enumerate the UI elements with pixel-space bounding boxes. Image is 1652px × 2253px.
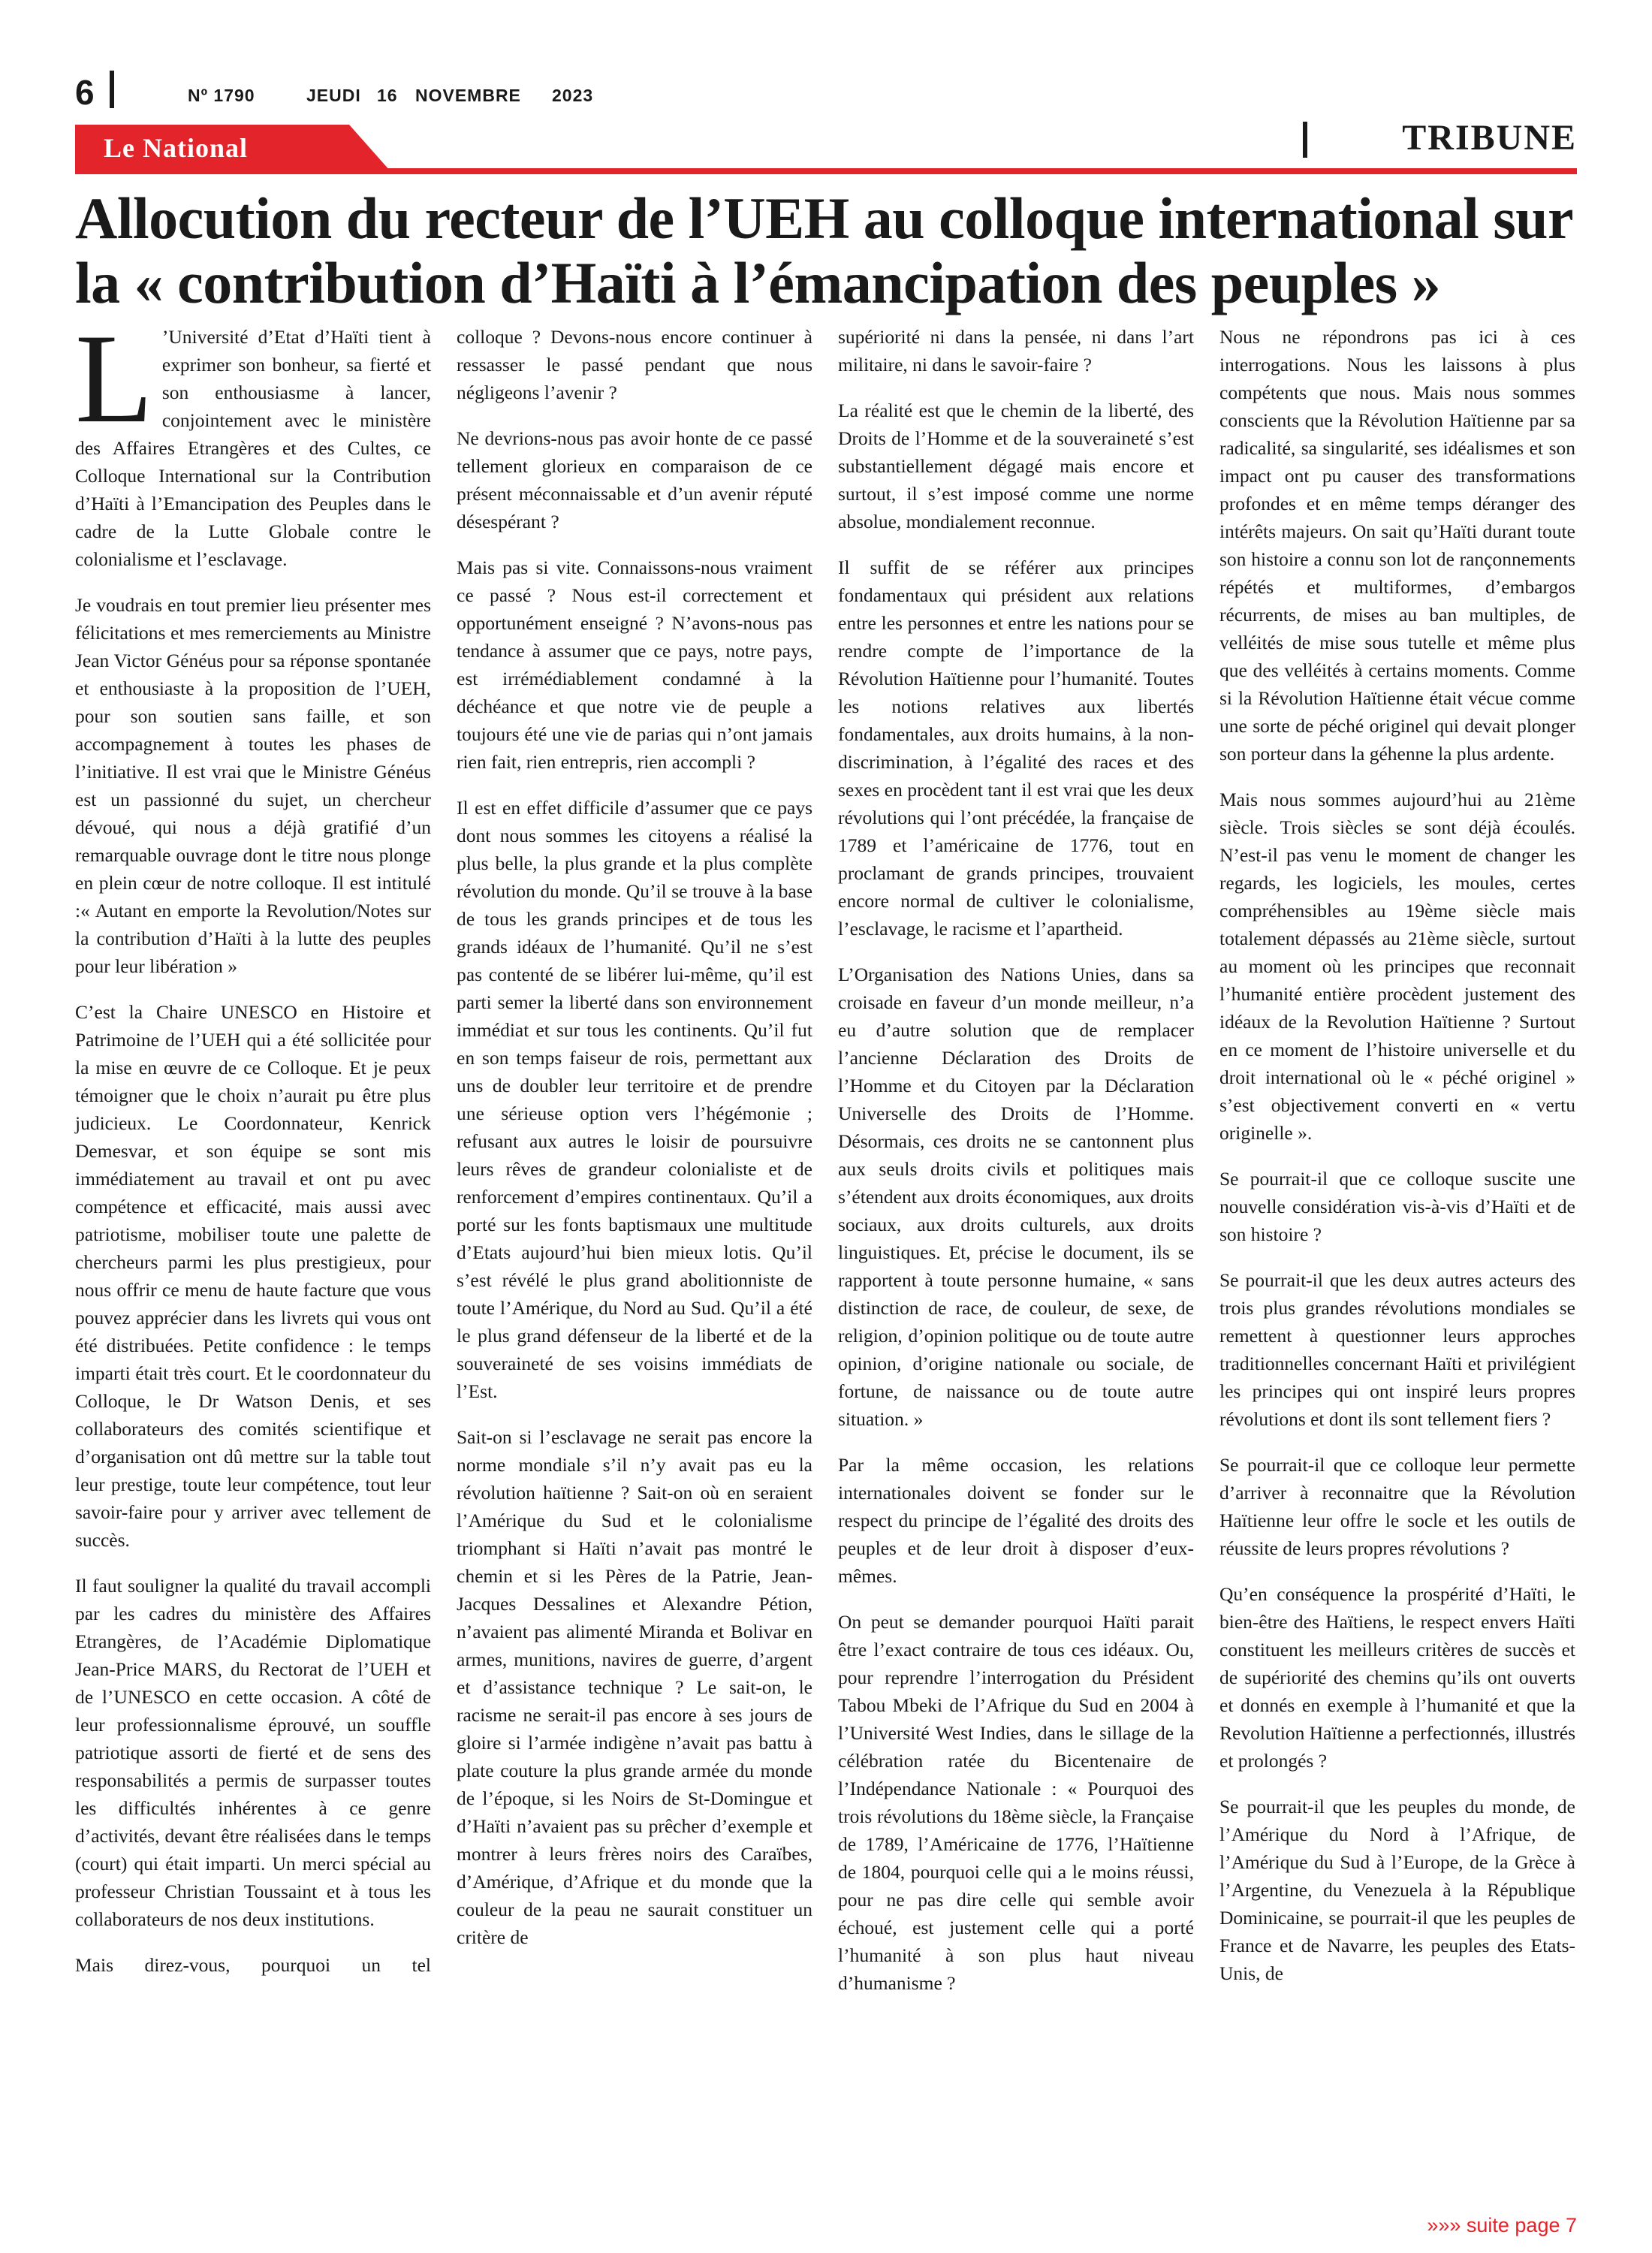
paragraph: Sait-on si l’esclavage ne serait pas encore la norme mondiale s’il n’y avait pas eu la révolution haïtienne ? Sait-on où en seraient l’Amérique du Sud et le colonialisme triomphant si Haïti n’avait pas montré le chemin et si les Pères de la Patrie, Jean-Jacques Dessalines et Alexandre Pétion, n’avaient pas alimenté Miranda et Bolivar en armes, munitions, navires de guerre, d’argent et d’assistance technique ? Le sait-on, le racisme ne serait-il pas encore à ses jours de gloire si l’armée indigène n’avait pas battu à plate couture la plus grande armée du monde de l’époque, si les Noirs de St-Domingue et d’Haïti n’avaient pas su prêcher d’exemple et montrer à leurs frères noirs des Caraïbes, d’Amérique, d’Afrique et du monde que la couleur de la peau ne saurait constituer un critère de xyxy=(457,1426,812,1948)
month: NOVEMBRE xyxy=(415,86,521,105)
paragraph: Se pourrait-il que les peuples du monde, de l’Amérique du Nord à l’Afrique, de l’Amérique du Sud à l’Europe, de la Grèce à l’Argentine, du Venezuela à la République Dominicaine, se pourrait-il que les peuples de France et de Navarre, les peuples des Etats-Unis, de xyxy=(1219,1796,1575,1984)
paragraph: supériorité ni dans la pensée, ni dans l’art militaire, ni dans le savoir-faire ? xyxy=(838,326,1194,376)
paragraph: Je voudrais en tout premier lieu présenter mes félicitations et mes remerciements au Ministre Jean Victor Généus pour sa réponse spontanée et enthousiaste à la proposition de l’UEH, pour son soutien sans faille, et son accompagnement à toutes les phases de l’initiative. Il est vrai que le Ministre Généus est un passionné du sujet, un chercheur dévoué, qui nous a déjà gratifié d’un remarquable ouvrage dont le titre nous plonge en plein cœur de notre colloque. Il est intitulé :« Autant en emporte la Revolution/Notes sur la contribution d’Haïti à la lutte des peuples pour leur libération » xyxy=(75,594,431,977)
paragraph: Qu’en conséquence la prospérité d’Haïti, le bien-être des Haïtiens, le respect envers Haïti constituent les meilleurs critères de succès et de supériorité des chemins qu’ils ont ouverts et donnés en exemple à l’humanité et que la Revolution Haïtienne a perfectionnés, illustrés et prolongés ? xyxy=(1219,1583,1575,1772)
paragraph: Par la même occasion, les relations internationales doivent se fonder sur le respect du principe de l’égalité des droits des peuples et de leur droit à disposer d’eux-mêmes. xyxy=(838,1454,1194,1587)
paragraph: colloque ? Devons-nous encore continuer à ressasser le passé pendant que nous négligeons l’avenir ? xyxy=(457,326,812,403)
paragraph: C’est la Chaire UNESCO en Histoire et Patrimoine de l’UEH qui a été sollicitée pour la mise en œuvre de ce Colloque. Et je peux témoigner que le choix n’aurait pu être plus judicieux. Le Coordonnateur, Kenrick Demesvar, et son équipe se sont mis immédiatement au travail et ont pu avec compétence et efficacité, mais aussi avec patriotisme, mobiliser toute une palette de chercheurs parmi les plus prestigieux, pour nous offrir ce menu de haute facture que vous pouvez apprécier dans les livrets qui vous ont été distribuées. Petite confidence : le temps imparti était très court. Et le coordonnateur du Colloque, le Dr Watson Denis, et ses collaborateurs des comités scientifique et d’organisation ont dû mettre sur la table tout leur prestige, toute leur compétence, tout leur savoir-faire pour y arriver avec tellement de succès. xyxy=(75,1001,431,1551)
article-column-4 xyxy=(1219,323,1575,2005)
issue-number: Nº 1790 xyxy=(188,86,255,105)
section-label: TRIBUNE xyxy=(1402,118,1577,158)
page-number: 6 xyxy=(75,73,95,112)
paragraph: Il suffit de se référer aux principes fondamentaux qui président aux relations entre les personnes et entre les nations pour se rendre compte de l’importance de la Révolution Haïtienne pour l’humanité. Toutes les notions relatives aux libertés fondamentales, aux droits humains, à la non-discrimination, à l’égalité des races et des sexes en procèdent tant il est vrai que les deux révolutions qui l’ont précédée, la française de 1789 et l’américaine de 1776, tout en proclamant de grands principes, trouvaient encore normal de cultiver le colonialisme, l’esclavage, le racisme et l’apartheid. xyxy=(838,556,1194,940)
paragraph: Se pourrait-il que ce colloque leur permette d’arriver à reconnaitre que la Révolution Haïtienne leur offre le socle et les outils de réussite de leurs propres révolutions ? xyxy=(1219,1454,1575,1559)
header-rule xyxy=(75,168,1577,174)
paragraph: Se pourrait-il que ce colloque suscite une nouvelle considération vis-à-vis d’Haïti et de son histoire ? xyxy=(1219,1168,1575,1245)
article-headline: Allocution du recteur de l’UEH au colloque international sur la « contribution d’Haïti à l’émancipation des peuples » xyxy=(75,185,1572,315)
paragraph: L’Organisation des Nations Unies, dans sa croisade en faveur d’un monde meilleur, n’a eu d’autre solution que de remplacer l’ancienne Déclaration des Droits de l’Homme et du Citoyen par la Déclaration Universelle des Droits de l’Homme. Désormais, ces droits ne se cantonnent plus aux seuls droits civils et politiques mais s’étendent aux droits économiques, aux droits sociaux, aux droits culturels, aux droits linguistiques. Et, précise le document, ils se rapportent à toute personne humaine, « sans distinction de race, de couleur, de sexe, de religion, d’opinion politique ou de toute autre opinion, d’origine nationale ou sociale, de fortune, de naissance ou de toute autre situation. » xyxy=(838,964,1194,1430)
date-day: 16 xyxy=(377,86,398,105)
year: 2023 xyxy=(552,86,594,105)
article-column-3 xyxy=(838,323,1194,2015)
paragraph: Il est en effet difficile d’assumer que ce pays dont nous sommes les citoyens a réalisé la plus belle, la plus grande et la plus complète révolution du monde. Qu’il se trouve à la base de tous les grands principes et de tous les grands idéaux de l’humanité. Qu’il ne s’est pas contenté de se libérer lui-même, qu’il est parti semer la liberté dans son environnement immédiat et sur tous les continents. Qu’il fut en son temps faiseur de rois, permettant aux uns de doubler leur territoire et de prendre une sérieuse option vers l’hégémonie ; refusant aux autres le loisir de poursuivre leurs rêves de grandeur colonialiste et de renforcement d’empires continentaux. Qu’il a porté sur les fonts baptismaux une multitude d’Etats aujourd’hui bien mieux lotis. Qu’il s’est révélé le plus grand abolitionniste de toute l’Amérique, du Nord au Sud. Qu’il a été le plus grand défenseur de la liberté et de la souveraineté de ses voisins immédiats de l’Est. xyxy=(457,797,812,1402)
section-divider xyxy=(1303,122,1307,158)
paragraph: Nous ne répondrons pas ici à ces interrogations. Nous les laissons à plus compétents que nous. Mais nous sommes conscients que la Révolution Haïtienne par sa radicalité, sa singularité, ses idéalismes et son impact ont pu causer des transformations profondes et en même temps déranger des intérêts majeurs. On sait qu’Haïti durant toute son histoire a connu son lot de rançonnements répétés et multiformes, d’embargos récurrents, de mises au ban multiples, de velléités de mise sous tutelle et même plus que des velléités à certains moments. Comme si la Révolution Haïtienne était vécue comme une sorte de péché originel qui devait plonger son porteur dans la géhenne la plus ardente. xyxy=(1219,326,1575,765)
paragraph: Mais nous sommes aujourd’hui au 21ème siècle. Trois siècles se sont déjà écoulés. N’est-il pas venu le moment de changer les regards, les logiciels, les moules, certes compréhensibles au 19ème siècle mais totalement dépassés au 21ème siècle, surtout au moment où les principes que reconnait l’humanité entière procèdent justement des idéaux de la Revolution Haïtienne ? Surtout en ce moment de l’histoire universelle et du droit international où le « péché originel » s’est objectivement converti en « vertu originelle ». xyxy=(1219,789,1575,1144)
weekday: JEUDI xyxy=(306,86,361,105)
brand-name: Le National xyxy=(104,133,249,163)
paragraph: Il faut souligner la qualité du travail accompli par les cadres du ministère des Affaires Etrangères, de l’Académie Diplomatique Jean-Price MARS, du Rectorat de l’UEH et de l’UNESCO en cette occasion. A côté de leur professionnalisme éprouvé, un souffle patriotique assorti de fierté et de sens des responsabilités a permis de surpasser toutes les difficultés inhérentes à ce genre d’activités, devant être réalisées dans le temps (court) qui était imparti. Un merci spécial au professeur Christian Toussaint et à tous les collaborateurs de nos deux institutions. xyxy=(75,1575,431,1930)
continued-link[interactable]: »»» suite page 7 xyxy=(1427,2214,1577,2236)
article-column-1 xyxy=(75,308,431,1997)
paragraph: La réalité est que le chemin de la liberté, des Droits de l’Homme et de la souveraineté s’est substantiellement dégagé mais encore et surtout, il s’est imposé comme une norme absolue, mondialement reconnue. xyxy=(838,400,1194,532)
article-column-2 xyxy=(457,323,812,1969)
paragraph: Mais direz-vous, pourquoi un tel xyxy=(75,1954,431,1976)
drop-cap: L xyxy=(75,308,153,449)
paragraph: Se pourrait-il que les deux autres acteurs des trois plus grandes révolutions mondiales se remettent à questionner leurs approches traditionnelles concernant Haïti et privilégient les principes qui ont inspiré leurs propres révolutions et dont ils sont tellement fiers ? xyxy=(1219,1269,1575,1430)
paragraph: Ne devrions-nous pas avoir honte de ce passé tellement glorieux en comparaison de ce présent méconnaissable et d’un avenir réputé désespérant ? xyxy=(457,427,812,532)
paragraph: Mais pas si vite. Connaissons-nous vraiment ce passé ? Nous est-il correctement et opportunément enseigné ? N’avons-nous pas tendance à assumer que ce pays, notre pays, est irrémédiablement condamné à la déchéance et que notre vie de peuple a toujours été une vie de parias qui n’ont jamais rien fait, rien entrepris, rien accompli ? xyxy=(457,556,812,773)
paragraph: On peut se demander pourquoi Haïti parait être l’exact contraire de tous ces idéaux. Ou, pour reprendre l’interrogation du Président Tabou Mbeki de l’Afrique du Sud en 2004 à l’Université West Indies, dans le sillage de la célébration ratée du Bicentenaire de l’Indépendance Nationale : « Pourquoi des trois révolutions du 18ème siècle, la Française de 1789, l’Américaine de 1776, l’Haïtienne de 1804, pourquoi celle qui a le moins réussi, pour ne pas dire celle qui semble avoir échoué, est justement celle qui a porté l’humanité à son plus haut niveau d’humanisme ? xyxy=(838,1611,1194,1994)
header-divider xyxy=(110,71,114,108)
paragraph: L ’Université d’Etat d’Haïti tient à exprimer son bonheur, sa fierté et son enthousiasme à lancer, conjointement avec le ministère des Affaires Etrangères et des Cultes, ce Colloque International sur la Contribution d’Haïti à l’Emancipation des Peuples dans le cadre de la Lutte Globale contre le colonialisme et l’esclavage. xyxy=(75,308,431,570)
